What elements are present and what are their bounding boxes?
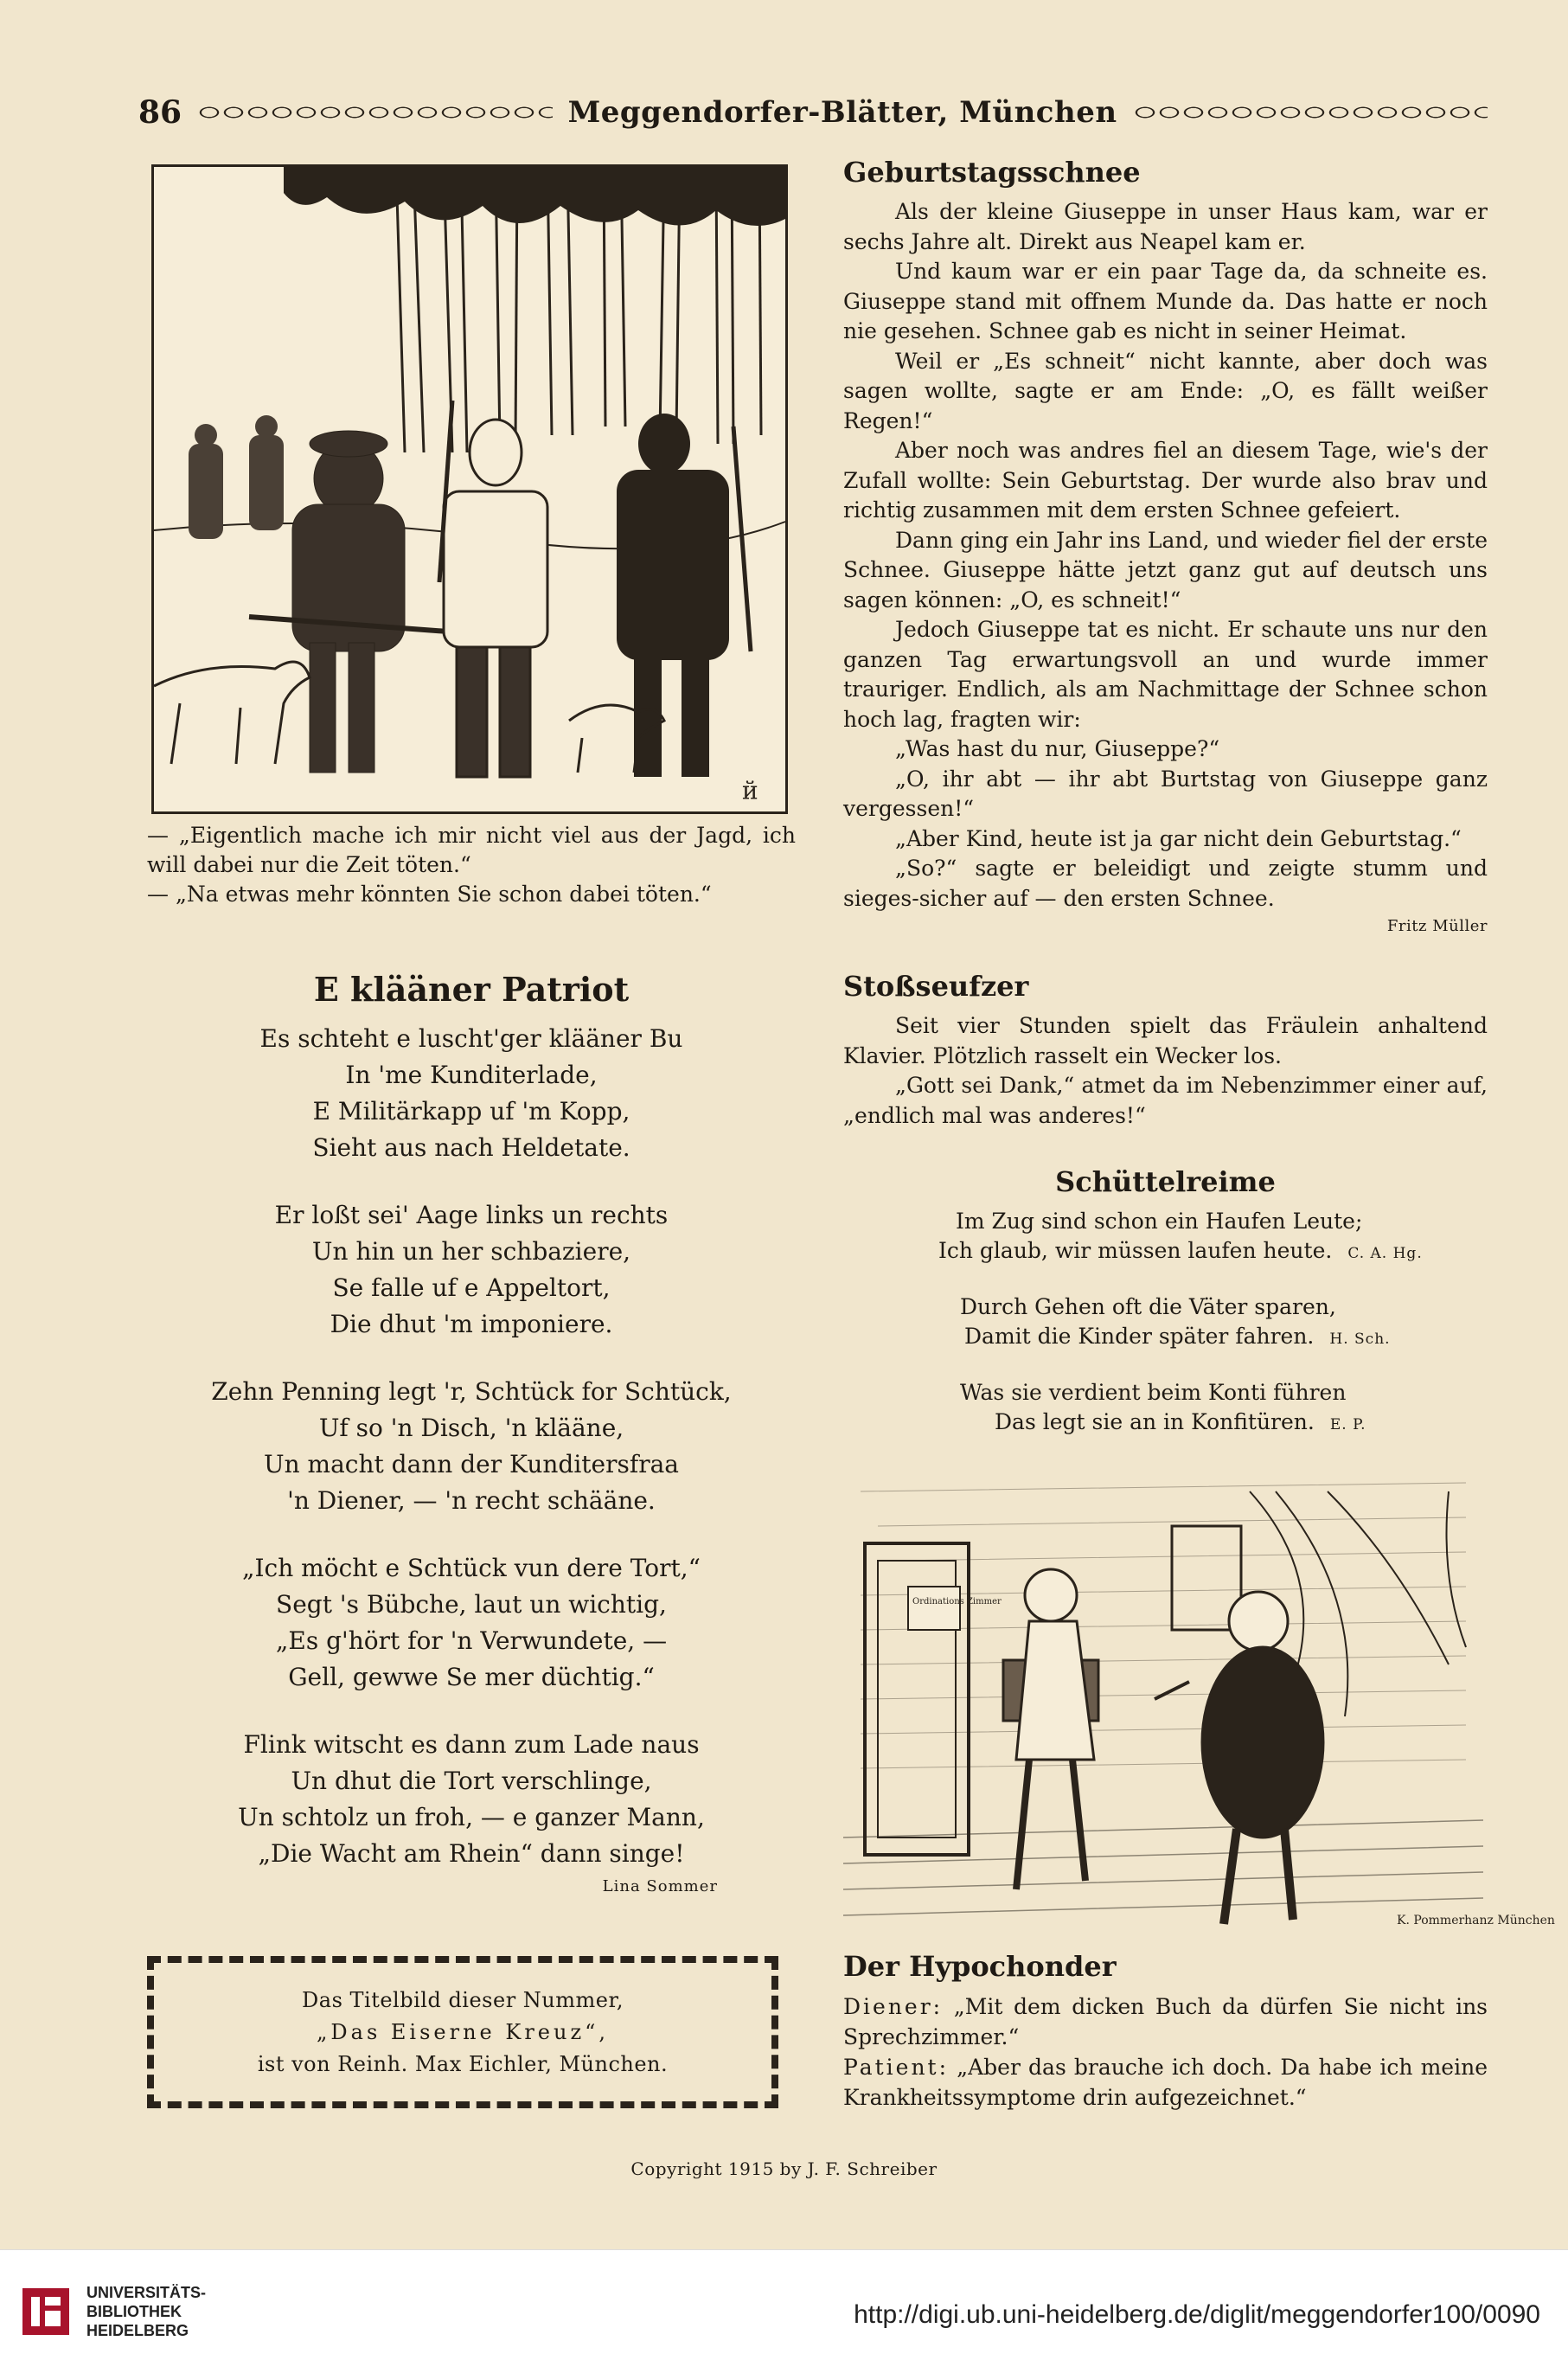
door-sign-text: Ordinations Zimmer <box>912 1597 1002 1607</box>
rhyme-text: Ich glaub, wir müssen laufen heute. <box>938 1238 1333 1263</box>
rhyme-author-tag: E. P. <box>1329 1416 1366 1433</box>
poem-line: „Ich möcht e Schtück vun dere Tort,“ <box>241 1554 701 1582</box>
story-paragraph: „So?“ sagte er beleidigt und zeigte stumm und sieges-sicher auf — den ersten Schnee. <box>843 856 1488 911</box>
rhyme-pair <box>843 1292 1488 1354</box>
caption-line: — „Eigentlich mache ich mir nicht viel aus der Jagd, ich will dabei nur die Zeit töten.“ <box>147 823 796 877</box>
rhyme-pair <box>843 1378 1488 1440</box>
story-paragraph: Dann ging ein Jahr ins Land, und wieder fiel der erste Schnee. Giuseppe hätte jetzt ganz gut auf deutsch uns sagen können: „O, es schneit!“ <box>843 527 1488 612</box>
rhyme-line: Durch Gehen oft die Väter sparen, <box>960 1294 1336 1319</box>
spoonerism-rhymes <box>843 1165 1488 1440</box>
hypochondriac-joke <box>843 1950 1488 2113</box>
poem-line: Un hin un her schbaziere, <box>311 1237 631 1266</box>
hypo-title: Der Hypochonder <box>843 1950 1117 1983</box>
story-sigh <box>843 970 1488 1131</box>
ornament-right <box>1133 103 1488 122</box>
poem-line: Sieht aus nach Heldetate. <box>312 1133 630 1162</box>
story-paragraph: Weil er „Es schneit“ nicht kannte, aber doch was sagen wollte, sagte er am Ende: „O, es fällt weißer Regen!“ <box>843 348 1488 433</box>
poem-line: Un dhut die Tort verschlinge, <box>291 1767 652 1795</box>
dialog-text: „Mit dem dicken Buch da dürfen Sie nicht ins Sprechzimmer.“ <box>843 1994 1488 2049</box>
poem-line: 'n Diener, — 'n recht schääne. <box>287 1486 656 1515</box>
source-url-link[interactable]: http://digi.ub.uni-heidelberg.de/diglit/meggendorfer100/0090 <box>854 2300 1540 2329</box>
story-author: Fritz Müller <box>1386 917 1488 935</box>
copyright-line: Copyright 1915 by J. F. Schreiber <box>630 2158 938 2179</box>
poem-stanza <box>147 1727 796 1872</box>
page-number: 86 <box>138 94 182 131</box>
story-birthday-snow <box>843 156 1488 935</box>
story-paragraph: Aber noch was andres fiel an diesem Tage, wie's der Zufall wollte: Sein Geburtstag. Der wurde also brav und richtig zusammen mit dem ersten Schnee gefeiert. <box>843 438 1488 523</box>
poem-line: Er loßt sei' Aage links un rechts <box>274 1201 669 1229</box>
right-column <box>843 156 1555 2147</box>
poem-line: „Die Wacht am Rhein“ dann singe! <box>258 1839 685 1868</box>
cover-note-box <box>147 1956 778 2108</box>
poem-stanza <box>147 1197 796 1343</box>
poem-line: Flink witscht es dann zum Lade naus <box>243 1730 700 1759</box>
poem-line: In 'me Kunditerlade, <box>345 1061 598 1089</box>
sigh-paragraph: Seit vier Stunden spielt das Fräulein anhaltend Klavier. Plötzlich rasselt ein Wecker los. <box>843 1013 1488 1068</box>
poem-stanza <box>147 1374 796 1519</box>
dialog-line <box>843 1991 1488 2052</box>
rhyme-text: Damit die Kinder später fahren. <box>964 1324 1315 1349</box>
ornament-left <box>197 103 552 122</box>
dialog-line <box>843 2052 1488 2113</box>
poem-line: Un schtolz un froh, — e ganzer Mann, <box>238 1803 705 1831</box>
poem-line: E Militärkapp uf 'm Kopp, <box>312 1097 630 1126</box>
library-logo-icon <box>19 2285 73 2338</box>
story-title: Geburtstagsschnee <box>843 156 1141 189</box>
illustration-signature: K. Pommerhanz München <box>1397 1914 1555 1927</box>
dialog-text: „Aber das brauche ich doch. Da habe ich meine Krankheitssymptome drin aufgezeichnet.“ <box>843 2055 1488 2110</box>
story-paragraph: Und kaum war er ein paar Tage da, da schneite es. Giuseppe stand mit offnem Munde da. Das hatte er noch nie gesehen. Schnee gab es nicht in seiner Heimat. <box>843 259 1488 343</box>
rhymes-title: Schüttelreime <box>1055 1165 1276 1198</box>
speaker-patient: Patient: <box>843 2055 950 2080</box>
rhyme-author-tag: C. A. Hg. <box>1347 1245 1423 1262</box>
poem-line: Segt 's Bübche, laut un wichtig, <box>276 1590 667 1619</box>
rhyme-line <box>843 1236 1488 1268</box>
library-name <box>86 2283 206 2340</box>
caption-line: — „Na etwas mehr könnten Sie schon dabei töten.“ <box>147 882 712 907</box>
rhyme-line: Was sie verdient beim Konti führen <box>960 1380 1347 1405</box>
hunting-scene-drawing <box>154 167 785 811</box>
story-paragraph: „Was hast du nur, Giuseppe?“ <box>895 736 1220 761</box>
library-name-line: BIBLIOTHEK <box>86 2303 182 2320</box>
sigh-paragraph: „Gott sei Dank,“ atmet da im Nebenzimmer einer auf, „endlich mal was anderes!“ <box>843 1073 1488 1128</box>
hunting-caption <box>147 821 796 909</box>
story-paragraph: „Aber Kind, heute ist ja gar nicht dein Geburtstag.“ <box>895 825 1462 851</box>
doctor-office-drawing <box>843 1474 1555 1941</box>
poem-line: Uf so 'n Disch, 'n klääne, <box>318 1414 624 1442</box>
left-column <box>147 164 796 2108</box>
poem-stanza <box>147 1021 796 1166</box>
cover-note-line: ist von Reinh. Max Eichler, München. <box>257 2051 669 2076</box>
poem-line: Die dhut 'm imponiere. <box>330 1310 613 1338</box>
hunting-illustration <box>151 164 788 814</box>
poem-line: Zehn Penning legt 'r, Schtück for Schtück, <box>211 1377 732 1406</box>
poem-author: Lina Sommer <box>602 1877 718 1895</box>
hypochondriac-illustration <box>843 1474 1555 1941</box>
rhyme-pair <box>843 1207 1488 1268</box>
sigh-title: Stoßseufzer <box>843 970 1029 1003</box>
door-sign <box>908 1587 960 1630</box>
library-footer <box>0 2249 1568 2373</box>
poem-line: Se falle uf e Appeltort, <box>332 1273 611 1302</box>
poem-line: Es schteht e luscht'ger klääner Bu <box>259 1024 683 1053</box>
library-name-line: UNIVERSITÄTS- <box>86 2284 207 2301</box>
rhyme-text: Das legt sie an in Konfitüren. <box>995 1409 1315 1434</box>
rhyme-line <box>843 1408 1488 1440</box>
cover-note-line: „Das Eiserne Kreuz“, <box>316 2019 609 2044</box>
poem-title: E klääner Patriot <box>313 970 630 1009</box>
running-header <box>138 87 1488 138</box>
story-paragraph: „O, ihr abt — ihr abt Burtstag von Giuseppe ganz vergessen!“ <box>843 766 1488 821</box>
running-title: Meggendorfer-Blätter, München <box>567 95 1117 130</box>
story-paragraph: Als der kleine Giuseppe in unser Haus kam, war er sechs Jahre alt. Direkt aus Neapel kam er. <box>843 199 1488 254</box>
svg-text:й: й <box>742 776 758 805</box>
rhyme-line: Im Zug sind schon ein Haufen Leute; <box>956 1209 1363 1234</box>
poem-stanza <box>147 1550 796 1696</box>
library-name-line: HEIDELBERG <box>86 2322 189 2339</box>
story-paragraph: Jedoch Giuseppe tat es nicht. Er schaute uns nur den ganzen Tag erwartungsvoll an und wurde immer trauriger. Endlich, als am Nachmittage der Schnee schon hoch lag, fragten wir: <box>843 617 1488 732</box>
poem-line: Gell, gewwe Se mer düchtig.“ <box>288 1663 655 1691</box>
rhyme-line <box>843 1322 1488 1354</box>
speaker-servant: Diener: <box>843 1994 944 2019</box>
poem-line: „Es g'hört for 'n Verwundete, — <box>275 1626 668 1655</box>
cover-note-line: Das Titelbild dieser Nummer, <box>302 1987 624 2012</box>
poem-line: Un macht dann der Kunditersfraa <box>264 1450 679 1478</box>
rhyme-author-tag: H. Sch. <box>1329 1331 1391 1348</box>
